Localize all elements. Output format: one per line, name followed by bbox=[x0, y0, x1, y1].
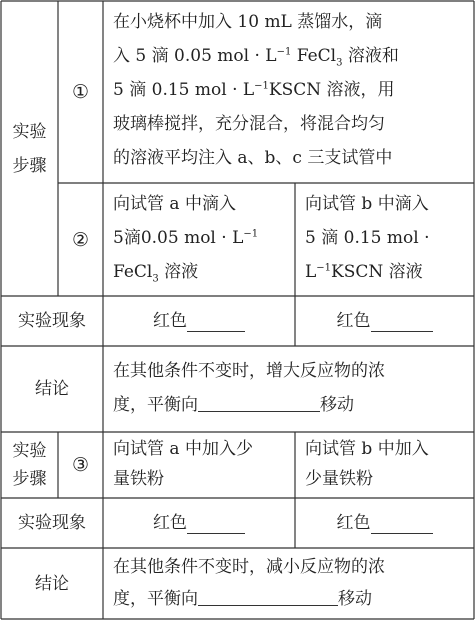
answer-blank[interactable] bbox=[198, 585, 338, 606]
step3-number: ③ bbox=[71, 454, 90, 476]
step2-tube-b-text: 向试管 b 中滴入 5 滴 0.15 mol · $L^{-1}KSCN$ 溶液 bbox=[305, 194, 430, 282]
step1-line3: 5 滴 0.15 mol · $L^{-1}KSCN$ 溶液，用 bbox=[113, 80, 395, 100]
step3-tube-b-text: 向试管 b 中加入 少量铁粉 bbox=[305, 439, 429, 489]
phenomenon1-a: 红色 bbox=[103, 296, 295, 346]
answer-blank[interactable] bbox=[187, 311, 245, 332]
step-label-line2: 步骤 bbox=[12, 155, 47, 176]
answer-blank[interactable] bbox=[371, 513, 433, 534]
phenomenon2-label: 实验现象 bbox=[18, 513, 86, 533]
answer-blank[interactable] bbox=[371, 311, 433, 332]
conclusion2-label: 结论 bbox=[35, 573, 69, 594]
phenomenon2-b: 红色 bbox=[295, 498, 474, 548]
step3-tube-a-text: 向试管 a 中加入少 量铁粉 bbox=[113, 439, 253, 489]
step1-line5: 的溶液平均注入 a、b、c 三支试管中 bbox=[113, 148, 393, 168]
step3-label: 实验 步骤 bbox=[12, 441, 47, 489]
phenomenon1-label: 实验现象 bbox=[18, 311, 86, 331]
step-label bbox=[1, 1, 58, 296]
conclusion2-text: 在其他条件不变时，减小反应物的浓 度，平衡向 移动 bbox=[113, 557, 385, 609]
step1-line4: 玻璃棒搅拌，充分混合，将混合均匀 bbox=[113, 114, 385, 134]
phenomenon2-a: 红色 bbox=[103, 498, 295, 548]
step1-number: ① bbox=[71, 81, 90, 103]
step1-line2: 入 5 滴 0.05 mol · $L^{-1}$ FeCl$_3$ 溶液和 bbox=[113, 46, 399, 69]
step2-tube-a-text: 向试管 a 中滴入 5滴0.05 mol · $L^{-1}$ FeCl$_3$ 溶液 bbox=[113, 194, 259, 285]
step1-text bbox=[103, 1, 474, 183]
answer-blank[interactable] bbox=[187, 513, 245, 534]
step1-line1: 在小烧杯中加入 10 mL 蒸馏水，滴 bbox=[113, 12, 383, 32]
step-label-line1: 实验 bbox=[12, 121, 47, 142]
conclusion1-text: 在其他条件不变时，增大反应物的浓 度，平衡向 移动 bbox=[113, 361, 385, 415]
conclusion1-label: 结论 bbox=[35, 379, 69, 399]
phenomenon1-b: 红色 bbox=[295, 296, 474, 346]
answer-blank[interactable] bbox=[198, 391, 320, 412]
step2-number: ② bbox=[71, 228, 90, 251]
